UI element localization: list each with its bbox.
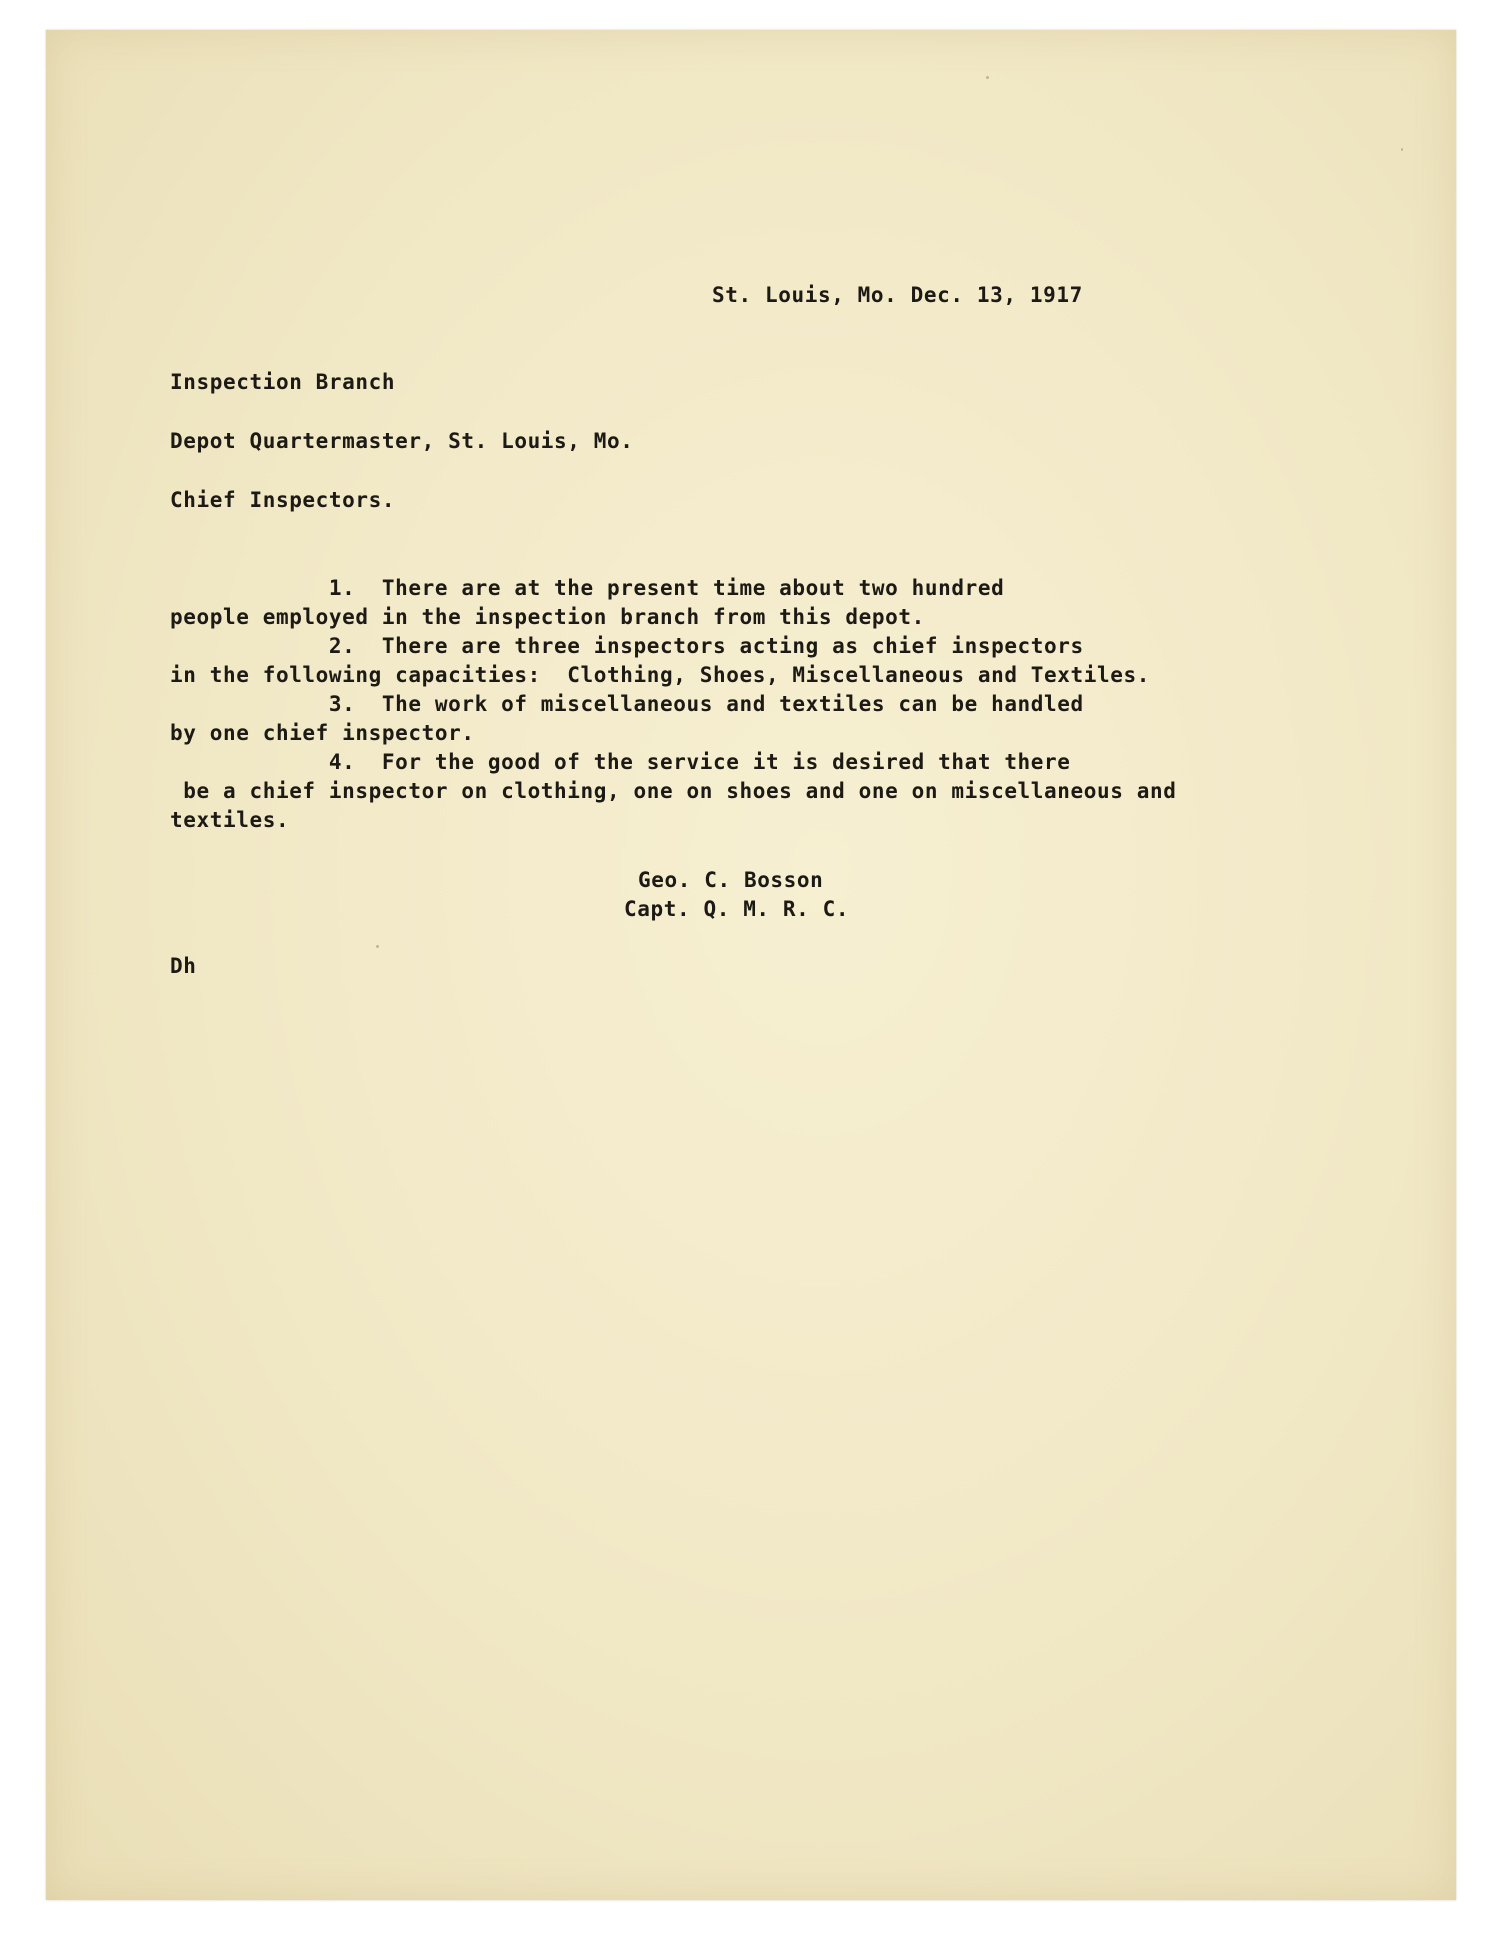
body-line: people employed in the inspection branch from this depot.	[170, 605, 925, 629]
paper-speck	[1401, 148, 1403, 151]
paper-speck	[986, 76, 989, 79]
body-line: be a chief inspector on clothing, one on shoes and one on miscellaneous and	[170, 779, 1177, 803]
body-line: 1. There are at the present time about two hundred	[170, 576, 1005, 600]
body-line: by one chief inspector.	[170, 721, 475, 745]
body-line: 4. For the good of the service it is desired that there	[170, 750, 1071, 774]
letter-sheet	[46, 30, 1456, 1900]
from-line: Depot Quartermaster, St. Louis, Mo.	[170, 429, 634, 453]
signature-title: Capt. Q. M. R. C.	[624, 897, 850, 921]
signature-name: Geo. C. Bosson	[638, 868, 824, 892]
subject-line: Chief Inspectors.	[170, 488, 396, 512]
body-line: 2. There are three inspectors acting as chief inspectors	[170, 634, 1084, 658]
body-line: 3. The work of miscellaneous and textiles can be handled	[170, 692, 1084, 716]
paper-speck	[376, 945, 379, 948]
body-line: textiles.	[170, 808, 290, 832]
body-line: in the following capacities: Clothing, Shoes, Miscellaneous and Textiles.	[170, 663, 1150, 687]
to-line: Inspection Branch	[170, 370, 396, 394]
dateline: St. Louis, Mo. Dec. 13, 1917	[712, 283, 1083, 307]
typist-initials: Dh	[170, 954, 197, 978]
